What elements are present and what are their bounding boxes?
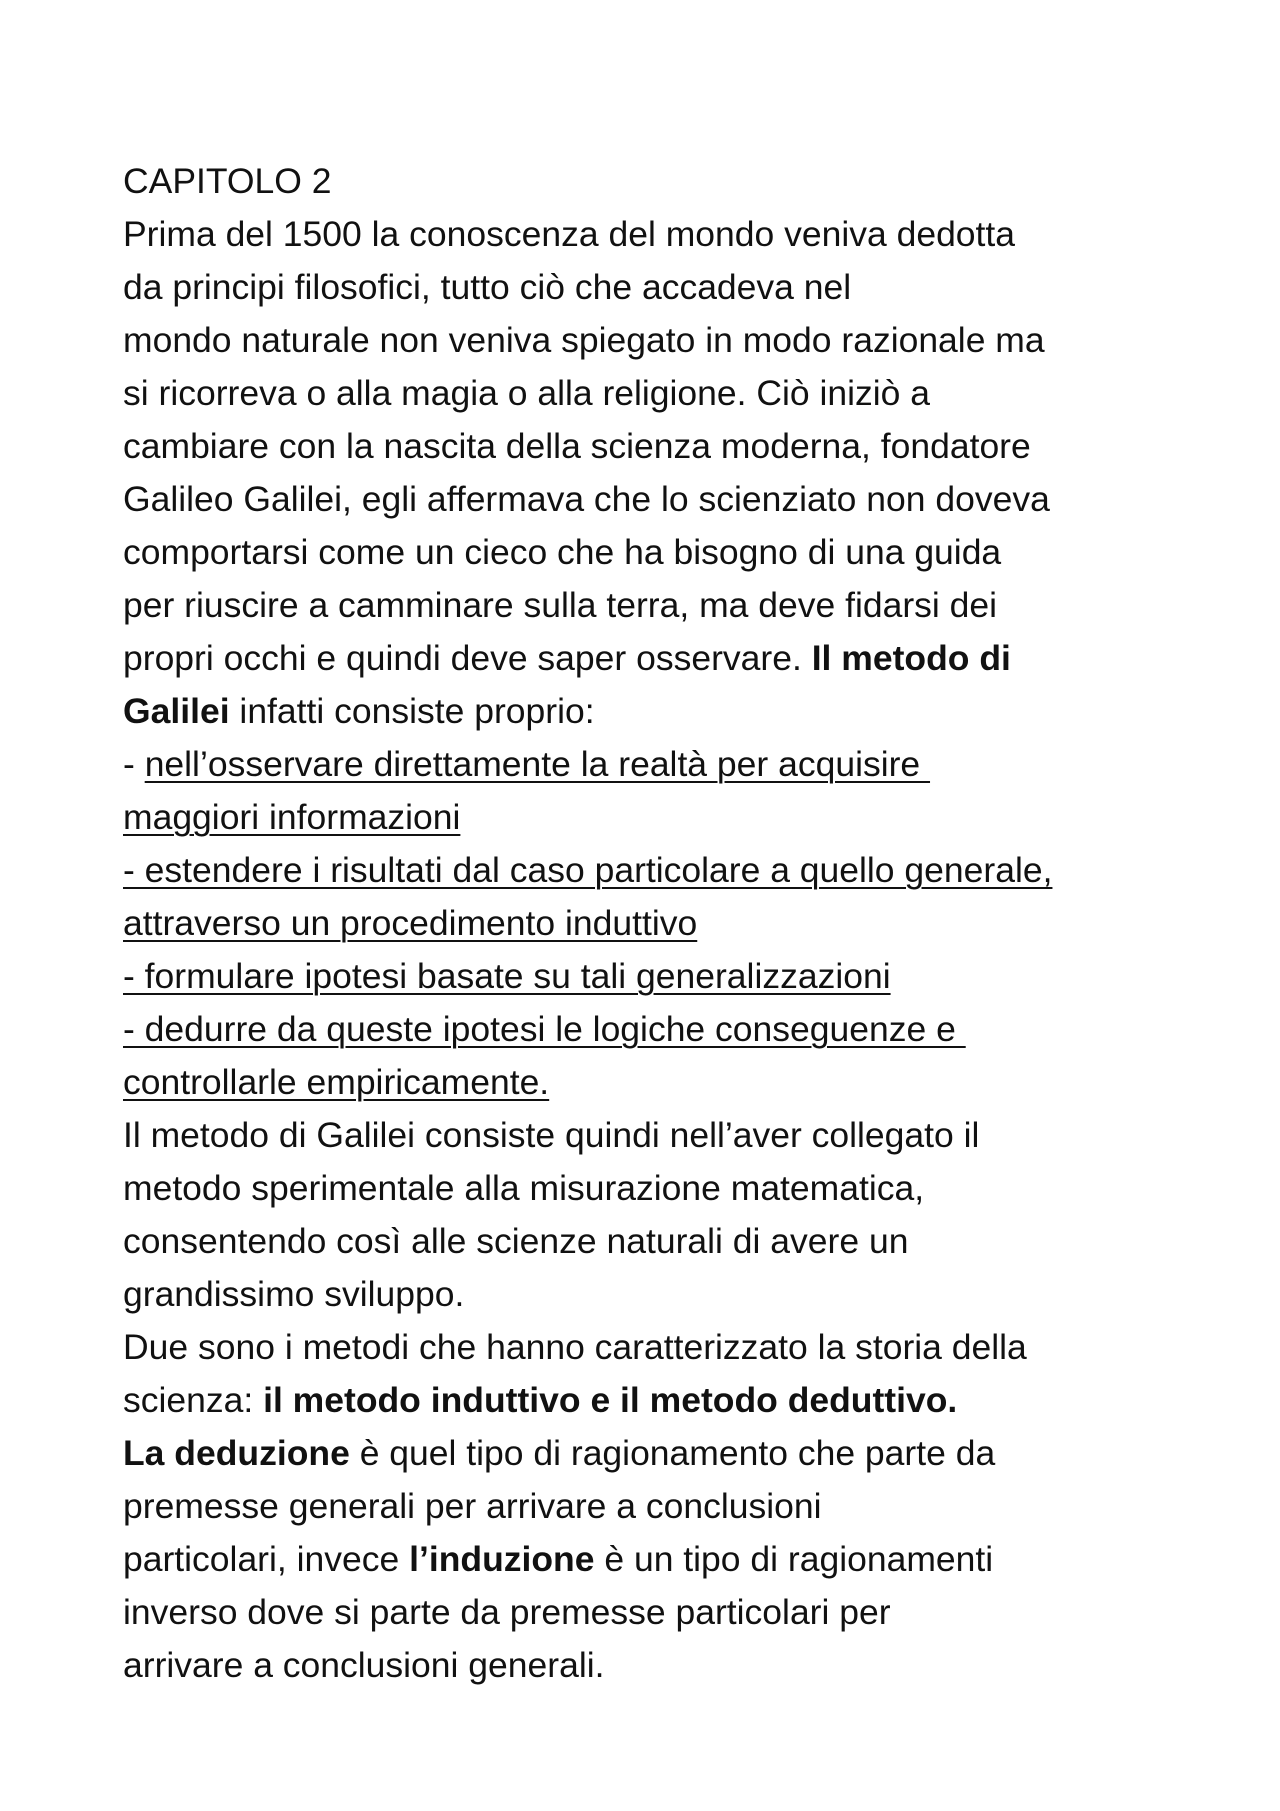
text-line — [123, 632, 1183, 685]
text-line: da principi filosofici, tutto ciò che accadeva nel — [123, 267, 852, 307]
text-line — [123, 1056, 1183, 1109]
underlined-text: nell’osservare direttamente la realtà per acquisire — [144, 744, 931, 784]
text-segment: infatti consiste proprio: — [229, 691, 595, 731]
text-line: grandissimo sviluppo. — [123, 1274, 465, 1314]
list-item-observe — [123, 738, 1183, 791]
text-line: premesse generali per arrivare a conclusioni — [123, 1486, 822, 1526]
underlined-text: - formulare ipotesi basate su tali generalizzazioni — [123, 956, 891, 996]
text-segment: è un tipo di ragionamenti — [594, 1539, 994, 1579]
underlined-text: - dedurre da queste ipotesi le logiche conseguenze e — [123, 1009, 966, 1049]
bold-phrase: l’induzione — [409, 1539, 595, 1579]
text-line: arrivare a conclusioni generali. — [123, 1645, 605, 1685]
list-dash: - — [123, 744, 145, 784]
document-page — [123, 155, 1183, 1692]
text-line — [123, 1374, 1183, 1427]
text-line: metodo sperimentale alla misurazione matematica, — [123, 1168, 925, 1208]
text-line: Il metodo di Galilei consiste quindi nell’aver collegato il — [123, 1115, 980, 1155]
underlined-text: controllarle empiricamente. — [123, 1062, 550, 1102]
text-line: comportarsi come un cieco che ha bisogno di una guida — [123, 532, 1002, 572]
text-line — [123, 685, 1183, 738]
text-line: Galileo Galilei, egli affermava che lo scienziato non doveva — [123, 479, 1050, 519]
text-line: consentendo così alle scienze naturali di avere un — [123, 1221, 909, 1261]
list-item-extend — [123, 844, 1183, 897]
text-line — [123, 897, 1183, 950]
text-line: mondo naturale non veniva spiegato in modo razionale ma — [123, 320, 1045, 360]
text-line — [123, 1533, 1183, 1586]
text-line: Due sono i metodi che hanno caratterizzato la storia della — [123, 1327, 1027, 1367]
text-line: inverso dove si parte da premesse particolari per — [123, 1592, 891, 1632]
list-item-hypothesis — [123, 950, 1183, 1003]
text-line: si ricorreva o alla magia o alla religione. Ciò iniziò a — [123, 373, 931, 413]
text-segment: scienza: — [123, 1380, 264, 1420]
text-segment: è quel tipo di ragionamento che parte da — [349, 1433, 996, 1473]
bold-phrase: il metodo induttivo e il metodo deduttivo. — [263, 1380, 958, 1420]
text-line: cambiare con la nascita della scienza moderna, fondatore — [123, 426, 1031, 466]
list-item-deduce — [123, 1003, 1183, 1056]
underlined-text: attraverso un procedimento induttivo — [123, 903, 698, 943]
bold-phrase: La deduzione — [123, 1433, 350, 1473]
text-line — [123, 1427, 1183, 1480]
underlined-text: - estendere i risultati dal caso particolare a quello generale, — [123, 850, 1053, 890]
bold-phrase: Galilei — [123, 691, 230, 731]
text-line: Prima del 1500 la conoscenza del mondo veniva dedotta — [123, 214, 1016, 254]
bold-phrase: Il metodo di — [811, 638, 1011, 678]
text-line — [123, 791, 1183, 844]
text-segment: propri occhi e quindi deve saper osservare. — [123, 638, 812, 678]
text-segment: particolari, invece — [123, 1539, 410, 1579]
underlined-text: maggiori informazioni — [123, 797, 461, 837]
chapter-heading: CAPITOLO 2 — [123, 161, 332, 201]
text-line: per riuscire a camminare sulla terra, ma deve fidarsi dei — [123, 585, 998, 625]
